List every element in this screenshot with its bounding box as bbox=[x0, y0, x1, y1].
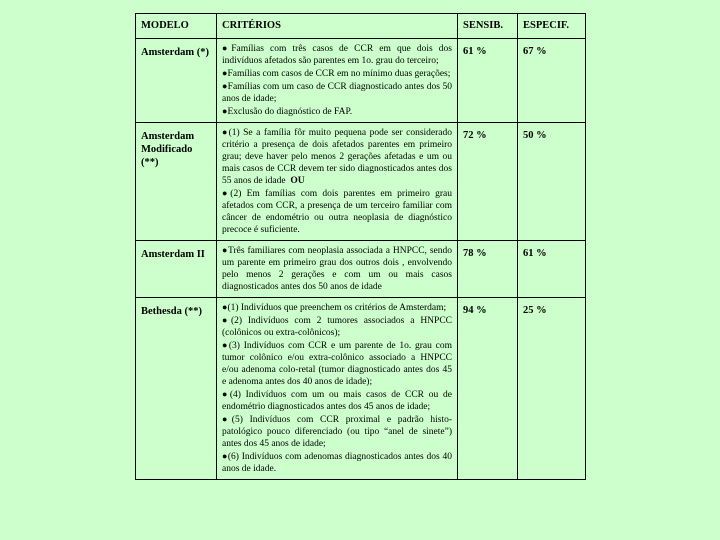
bullet-icon: ● bbox=[222, 340, 229, 350]
sensitivity-value: 72 % bbox=[458, 123, 518, 241]
criteria-cell bbox=[217, 123, 458, 241]
table-row bbox=[136, 241, 586, 298]
model-name: Bethesda (**) bbox=[136, 298, 217, 480]
table-row bbox=[136, 123, 586, 241]
bullet-icon: ● bbox=[222, 127, 229, 137]
criteria-cell bbox=[217, 241, 458, 298]
sensitivity-value: 61 % bbox=[458, 39, 518, 123]
criteria-item: ●Famílias com casos de CCR em no mínimo duas gerações; bbox=[222, 68, 451, 79]
header-sensitivity: SENSIB. bbox=[458, 14, 518, 39]
header-model: MODELO bbox=[136, 14, 217, 39]
criteria-item: ●(3) Indivíduos com CCR e um parente de 1o. grau com tumor colônico e/ou extra-colônico associado a HNPCC e/ou adenoma colo-retal (tumor diagnosticado antes dos 45 e adenoma antes dos 40 anos de idade); bbox=[222, 340, 453, 387]
bullet-icon: ● bbox=[222, 245, 228, 255]
criteria-table bbox=[135, 13, 586, 480]
specificity-value: 25 % bbox=[518, 298, 586, 480]
criteria-item: ●(1) Indivíduos que preenchem os critérios de Amsterdam; bbox=[222, 302, 447, 313]
bullet-icon: ● bbox=[222, 414, 232, 424]
criteria-item: ●(2) Em famílias com dois parentes em primeiro grau afetados com CCR, a presença de um terceiro familiar com câncer de endométrio ou outra neoplasia de diagnóstico precoce é suficiente. bbox=[222, 188, 452, 235]
specificity-value: 61 % bbox=[518, 241, 586, 298]
criteria-item: ●(4) Indivíduos com um ou mais casos de CCR ou de endométrio diagnosticados antes dos 45 anos de idade; bbox=[222, 389, 452, 412]
criteria-item: ●Famílias com um caso de CCR diagnosticado antes dos 50 anos de idade; bbox=[222, 81, 452, 104]
bullet-icon: ● bbox=[222, 302, 228, 312]
bullet-icon: ● bbox=[222, 81, 228, 91]
criteria-item: ●(1) Se a família fôr muito pequena pode ser considerado critério a presença de dois afetados parentes em primeiro grau; deve haver pelo menos 2 gerações afetadas e um ou mais casos de CCR devem ter sido diagnosticados antes dos 55 anos de idade OU bbox=[222, 127, 453, 186]
table-row bbox=[136, 39, 586, 123]
bullet-icon: ● bbox=[222, 188, 231, 198]
model-name: Amsterdam II bbox=[136, 241, 217, 298]
criteria-item: ●Exclusão do diagnóstico de FAP. bbox=[222, 106, 353, 117]
table-row bbox=[136, 298, 586, 480]
header-criteria: CRITÉRIOS bbox=[217, 14, 458, 39]
criteria-cell bbox=[217, 39, 458, 123]
model-name: Amsterdam Modificado (**) bbox=[136, 123, 217, 241]
or-connector: OU bbox=[290, 176, 305, 186]
criteria-item: ●(5) Indivíduos com CCR proximal e padrão histo-patológico pouco diferenciado (ou tipo “anel de sinete”) antes dos 45 anos de idade; bbox=[222, 414, 452, 449]
criteria-item: ●(6) Indivíduos com adenomas diagnosticados antes dos 40 anos de idade. bbox=[222, 451, 452, 474]
bullet-icon: ● bbox=[222, 451, 228, 461]
sensitivity-value: 94 % bbox=[458, 298, 518, 480]
header-row bbox=[136, 14, 586, 39]
criteria-item: ●Três familiares com neoplasia associada a HNPCC, sendo um parente em primeiro grau dos outros dois , envolvendo pelo menos 2 gerações e com um ou mais casos diagnosticados antes dos 50 anos de idade bbox=[222, 245, 453, 292]
criteria-item: ●Famílias com três casos de CCR em que dois dos indivíduos afetados são parentes em 1o. grau do terceiro; bbox=[222, 43, 453, 66]
specificity-value: 67 % bbox=[518, 39, 586, 123]
criteria-cell bbox=[217, 298, 458, 480]
bullet-icon: ● bbox=[222, 43, 232, 53]
model-name: Amsterdam (*) bbox=[136, 39, 217, 123]
specificity-value: 50 % bbox=[518, 123, 586, 241]
criteria-item: ●(2) Indivíduos com 2 tumores associados a HNPCC (colônicos ou extra-colônicos); bbox=[222, 315, 453, 338]
sensitivity-value: 78 % bbox=[458, 241, 518, 298]
bullet-icon: ● bbox=[222, 315, 231, 325]
bullet-icon: ● bbox=[222, 389, 230, 399]
header-specificity: ESPECIF. bbox=[518, 14, 586, 39]
bullet-icon: ● bbox=[222, 68, 228, 78]
bullet-icon: ● bbox=[222, 106, 228, 116]
